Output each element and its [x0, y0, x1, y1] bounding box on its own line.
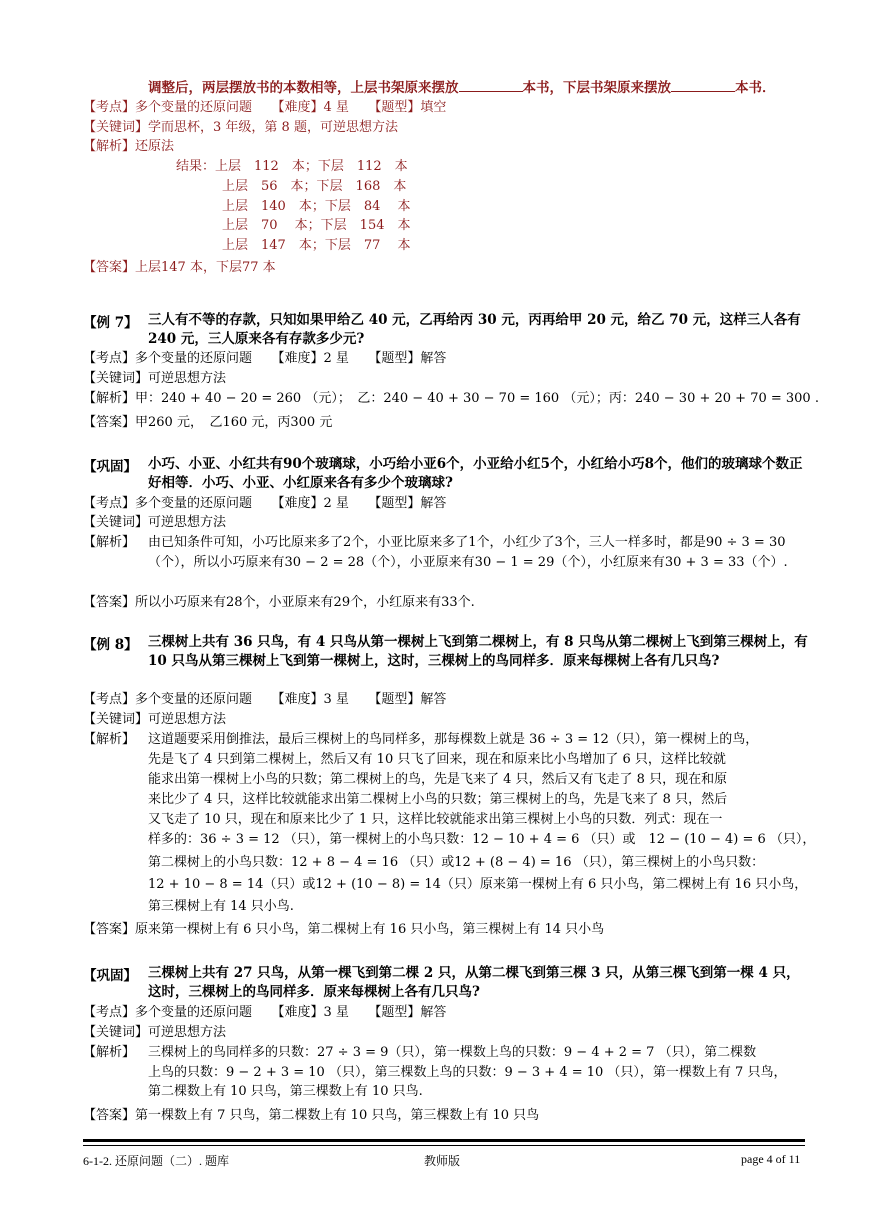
- consolidation-1-answer: 【答案】所以小巧原来有28个，小亚原来有29个，小红原来有33个.: [83, 595, 475, 610]
- block1-kaodian: 【考点】多个变量的还原问题 【难度】4 星 【题型】填空: [83, 100, 447, 115]
- consolidation-1-keywords: 【关键词】可逆思想方法: [83, 515, 227, 530]
- example-8-answer: 【答案】原来第一棵树上有 6 只小鸟，第二棵树上有 16 只小鸟，第三棵树上有 14 只小鸟: [83, 922, 605, 937]
- block1-row: 上层 140 本；下层 84 本: [222, 199, 411, 214]
- consolidation-2-analysis-label: 【解析】: [83, 1045, 136, 1060]
- example-7-label: 【例 7】: [83, 315, 138, 331]
- consolidation-2-analysis-line: 三棵树上的鸟同样多的只数：27 ÷ 3 = 9（只），第一棵数上鸟的只数：9 − 4 + 2 = 7 （只），第二棵数: [148, 1045, 757, 1060]
- question-continuation: [148, 79, 776, 98]
- footer-rule-thin: [83, 1145, 805, 1146]
- block1-row-result: 结果：上层 112 本；下层 112 本: [176, 159, 408, 174]
- example-8-analysis-line: 又飞走了 10 只，现在和原来比少了 1 只，这样比较就能求出第三棵树上小鸟的只数．列式：现在一: [148, 812, 723, 827]
- consolidation-1-label: 【巩固】: [83, 459, 137, 475]
- example-8-analysis-line: 先是飞了 4 只到第二棵树上，然后又有 10 只飞了回来，现在和原来比小鸟增加了 6 只，这样比较就: [148, 752, 726, 767]
- example-7-question: 三人有不等的存款，只知如果甲给乙 40 元，乙再给丙 30 元，丙再给甲 20 元，给乙 70 元，这样三人各有 240 元，三人原来各有存款多少元?: [148, 312, 801, 347]
- consolidation-1-question: 小巧、小亚、小红共有90个玻璃球，小巧给小亚6个，小亚给小红5个，小红给小巧8个，他们的玻璃球个数正好相等．小巧、小亚、小红原来各有多少个玻璃球?: [148, 456, 803, 491]
- consolidation-2-analysis-line: 第二棵数上有 10 只鸟，第三棵数上有 10 只鸟.: [148, 1084, 423, 1099]
- example-8-analysis-line: 第二棵树上的小鸟只数：12 + 8 − 4 = 16 （只）或12 + (8 − 4) = 16 （只），第三棵树上的小鸟只数：: [148, 855, 765, 870]
- example-7-analysis: 【解析】甲：240 + 40 − 20 = 260 （元）； 乙：240 − 40 + 30 − 70 = 160 （元）；丙：240 − 30 + 20 + 70 = 300 .: [83, 391, 819, 406]
- block1-analysis: 【解析】还原法: [83, 139, 175, 154]
- consolidation-2-keywords: 【关键词】可逆思想方法: [83, 1025, 227, 1040]
- continuation-part3: 本书．: [735, 80, 776, 96]
- example-8-analysis-line: 第三棵树上有 14 只小鸟.: [148, 899, 294, 914]
- footer-page-number: page 4 of 11: [741, 1152, 801, 1166]
- consolidation-2-answer: 【答案】第一棵数上有 7 只鸟，第二棵数上有 10 只鸟，第三棵数上有 10 只鸟: [83, 1108, 540, 1123]
- example-8-analysis-label: 【解析】: [83, 732, 136, 747]
- consolidation-2-analysis-line: 上鸟的只数：9 − 2 + 3 = 10 （只），第三棵数上鸟的只数：9 − 3 + 4 = 10 （只），第一棵数上有 7 只鸟，: [148, 1065, 787, 1080]
- consolidation-1-kaodian: 【考点】多个变量的还原问题 【难度】2 星 【题型】解答: [83, 496, 447, 511]
- block1-row: 上层 70 本；下层 154 本: [222, 218, 411, 233]
- block1-answer: 【答案】上层147 本，下层77 本: [83, 260, 276, 275]
- block1-row: 上层 147 本；下层 77 本: [222, 238, 411, 253]
- example-8-question: 三棵树上共有 36 只鸟，有 4 只鸟从第一棵树上飞到第二棵树上，有 8 只鸟从第二棵树上飞到第三棵树上，有 10 只鸟从第三棵树上飞到第一棵树上，这时，三棵树上的鸟同样多．原来每棵树上各有几只鸟?: [148, 634, 808, 669]
- continuation-part1: 调整后，两层摆放书的本数相等，上层书架原来摆放: [148, 80, 459, 96]
- example-8-keywords: 【关键词】可逆思想方法: [83, 712, 227, 727]
- consolidation-2-label: 【巩固】: [83, 968, 137, 984]
- example-8-analysis-line: 来比少了 4 只，这样比较就能求出第二棵树上小鸟的只数；第三棵树上的鸟，先是飞来了 8 只，然后: [148, 792, 728, 807]
- continuation-part2: 本书，下层书架原来摆放: [522, 80, 671, 96]
- example-7-kaodian: 【考点】多个变量的还原问题 【难度】2 星 【题型】解答: [83, 351, 447, 366]
- consolidation-2-question: 三棵树上共有 27 只鸟，从第一棵飞到第二棵 2 只，从第二棵飞到第三棵 3 只，从第三棵飞到第一棵 4 只，这时，三棵树上的鸟同样多．原来每棵树上各有几只鸟?: [148, 965, 800, 1000]
- example-8-analysis-line: 12 + 10 − 8 = 14（只）或12 + (10 − 8) = 14（只）原来第一棵树上有 6 只小鸟，第二棵树上有 16 只小鸟，: [148, 877, 808, 892]
- footer-rule-thick: [83, 1139, 805, 1142]
- consolidation-1-analysis: 由已知条件可知，小巧比原来多了2个，小亚比原来多了1个，小红少了3个，三人一样多时，都是90 ÷ 3 = 30（个），所以小巧原来有30 − 2 = 28（个），小亚原来有30 − 1 = 29（个），小红原来有30 + 3 = 33（个）.: [148, 535, 788, 570]
- example-8-label: 【例 8】: [83, 637, 138, 653]
- footer-course-title: 6-1-2. 还原问题（二）. 题库: [83, 1154, 229, 1168]
- example-8-analysis-line: 样多的：36 ÷ 3 = 12 （只），第一棵树上的小鸟只数：12 − 10 + 4 = 6 （只）或 12 − (10 − 4) = 6 （只），: [148, 832, 816, 847]
- example-8-analysis-line: 这道题要采用倒推法，最后三棵树上的鸟同样多，那每棵数上就是 36 ÷ 3 = 12（只），第一棵树上的鸟，: [148, 732, 759, 747]
- example-7-keywords: 【关键词】可逆思想方法: [83, 371, 227, 386]
- example-8-kaodian: 【考点】多个变量的还原问题 【难度】3 星 【题型】解答: [83, 692, 447, 707]
- consolidation-2-kaodian: 【考点】多个变量的还原问题 【难度】3 星 【题型】解答: [83, 1005, 447, 1020]
- answer-blank-upper: [459, 79, 523, 92]
- footer-edition: 教师版: [424, 1154, 461, 1168]
- consolidation-1-analysis-label: 【解析】: [83, 535, 136, 550]
- block1-keywords: 【关键词】学而思杯，3 年级，第 8 题，可逆思想方法: [83, 120, 398, 135]
- example-7-answer: 【答案】甲260 元， 乙160 元，丙300 元: [83, 415, 333, 430]
- block1-row: 上层 56 本；下层 168 本: [222, 179, 407, 194]
- answer-blank-lower: [671, 79, 735, 92]
- example-8-analysis-line: 能求出第一棵树上小鸟的只数；第二棵树上的鸟，先是飞来了 4 只，然后又有飞走了 8 只，现在和原: [148, 772, 728, 787]
